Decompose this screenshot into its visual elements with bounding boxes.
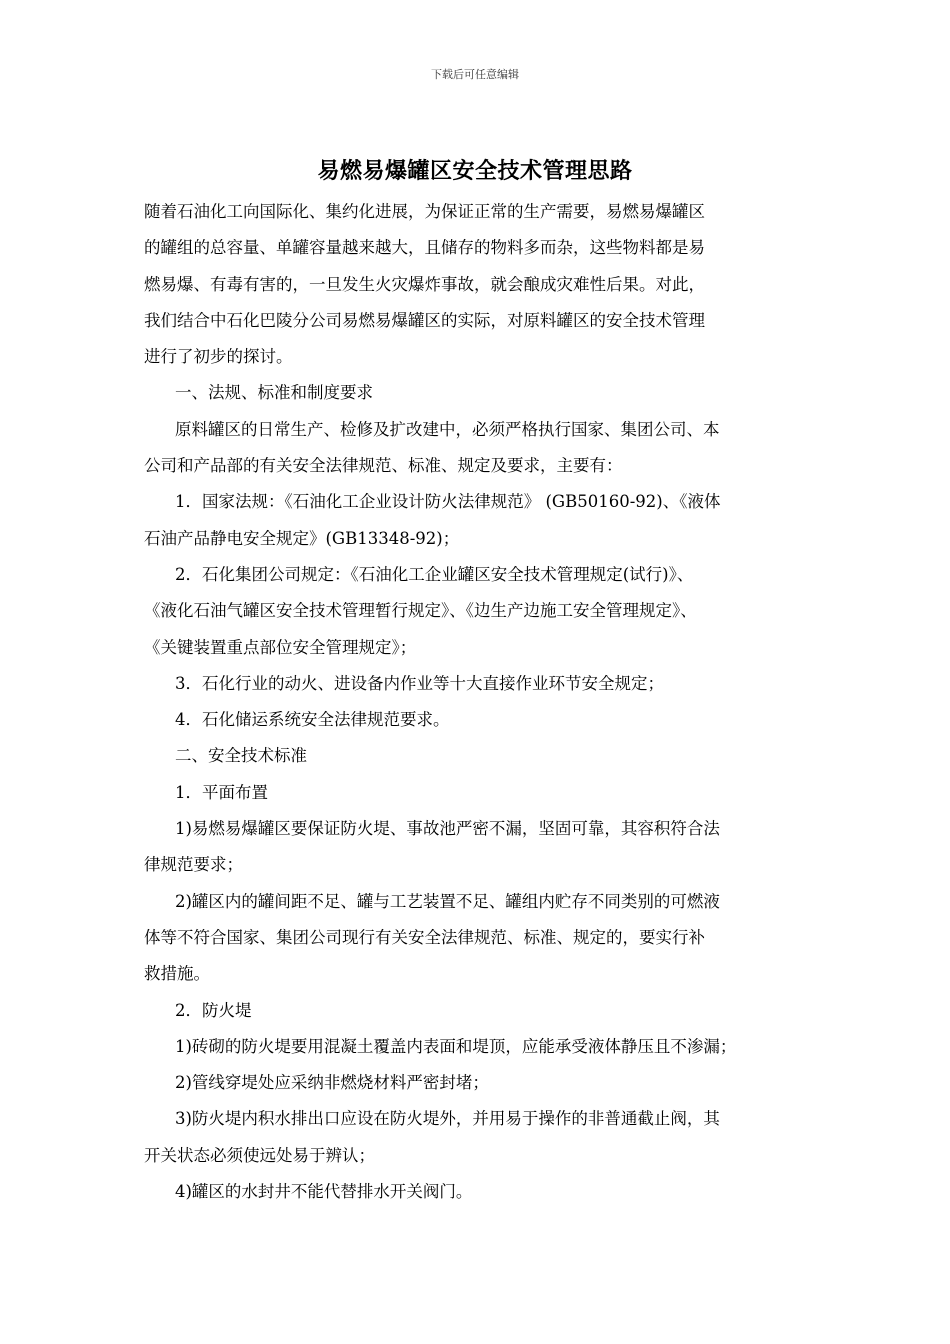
body-line: 燃易爆、有毒有害的，一旦发生火灾爆炸事故，就会酿成灾难性后果。对此， xyxy=(144,274,705,294)
body-line: 2)罐区内的罐间距不足、罐与工艺装置不足、罐组内贮存不同类别的可燃液 xyxy=(175,891,720,911)
body-line: 2．石化集团公司规定：《石油化工企业罐区安全技术管理规定(试行)》、 xyxy=(175,564,694,584)
body-line: 体等不符合国家、集团公司现行有关安全法律规范、标准、规定的，要实行补 xyxy=(144,927,705,947)
body-line: 律规范要求； xyxy=(144,855,243,875)
header-note: 下载后可任意编辑 xyxy=(431,68,519,81)
body-line: 4)罐区的水封井不能代替排水开关阀门。 xyxy=(175,1182,473,1202)
body-line: 1)砖砌的防火堤要用混凝土覆盖内表面和堤顶，应能承受液体静压且不渗漏； xyxy=(175,1036,737,1056)
body-line: 随着石油化工向国际化、集约化进展，为保证正常的生产需要，易燃易爆罐区 xyxy=(144,202,705,221)
body-line: 开关状态必须使远处易于辨认； xyxy=(144,1145,375,1165)
body-line: 1)易燃易爆罐区要保证防火堤、事故池严密不漏，坚固可靠，其容积符合法 xyxy=(175,819,720,839)
body-line: 1．平面布置 xyxy=(175,782,268,802)
body-line: 进行了初步的探讨。 xyxy=(144,347,293,367)
body-line: 3．石化行业的动火、进设备内作业等十大直接作业环节安全规定； xyxy=(175,673,664,693)
body-line: 二、安全技术标准 xyxy=(175,746,307,766)
body-line: 3)防火堤内积水排出口应设在防火堤外，并用易于操作的非普通截止阀，其 xyxy=(175,1109,720,1129)
document-body xyxy=(144,194,816,1210)
body-line: 救措施。 xyxy=(144,964,210,984)
body-line: 4．石化储运系统安全法律规范要求。 xyxy=(175,710,450,730)
body-line: 我们结合中石化巴陵分公司易燃易爆罐区的实际，对原料罐区的安全技术管理 xyxy=(144,310,705,330)
body-line: 《关键装置重点部位安全管理规定》； xyxy=(144,637,417,657)
body-line: 公司和产品部的有关安全法律规范、标准、规定及要求，主要有： xyxy=(144,456,623,476)
body-line: 1．国家法规：《石油化工企业设计防火法律规范》 (GB50160-92)、《液体 xyxy=(175,492,721,512)
body-line: 《液化石油气罐区安全技术管理暂行规定》、《边生产边施工安全管理规定》、 xyxy=(144,601,697,621)
body-line: 石油产品静电安全规定》(GB13348-92)； xyxy=(144,528,460,548)
body-line: 的罐组的总容量、单罐容量越来越大，且储存的物料多而杂，这些物料都是易 xyxy=(144,238,705,258)
body-line: 原料罐区的日常生产、检修及扩改建中，必须严格执行国家、集团公司、本 xyxy=(175,419,720,439)
body-line: 2．防火堤 xyxy=(175,1000,252,1020)
body-line: 2)管线穿堤处应采纳非燃烧材料严密封堵； xyxy=(175,1073,489,1093)
body-line: 一、法规、标准和制度要求 xyxy=(175,383,373,403)
document-title: 易燃易爆罐区安全技术管理思路 xyxy=(317,158,633,184)
